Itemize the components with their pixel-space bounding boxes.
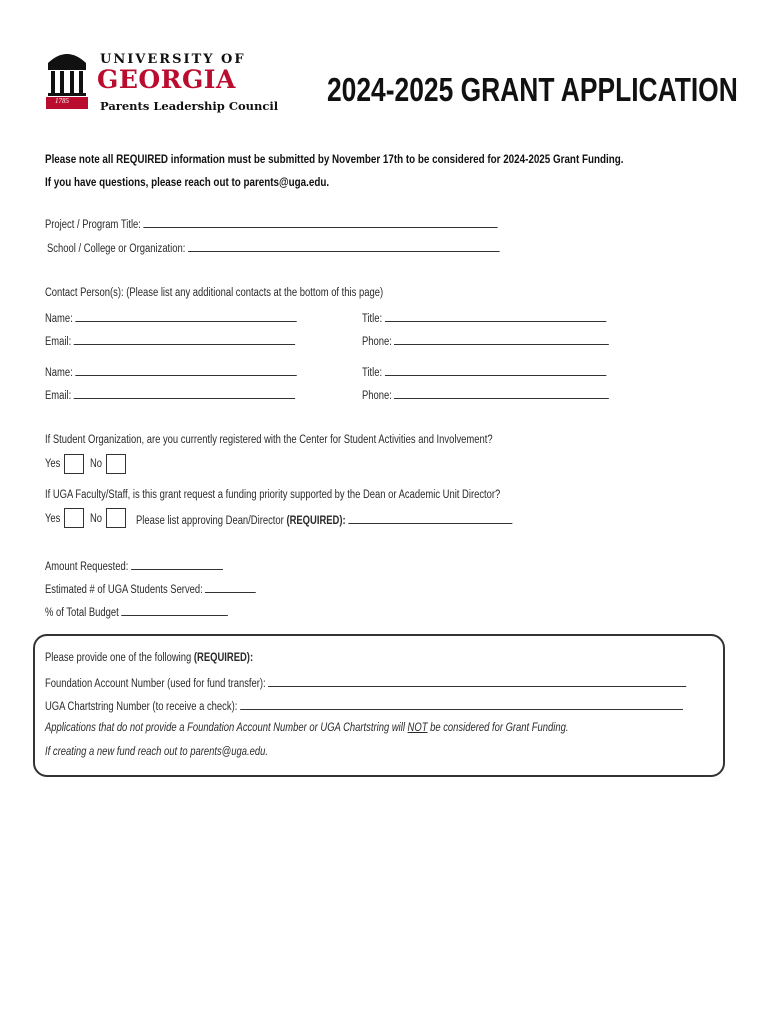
contact1-email: Email:	[45, 334, 295, 348]
faculty-question: If UGA Faculty/Staff, is this grant request a funding priority supported by the Dean or Academic Unit Director?	[45, 489, 501, 501]
chartstring-input[interactable]	[240, 699, 683, 710]
school-input[interactable]	[188, 241, 500, 252]
contact2-phone-input[interactable]	[394, 388, 609, 399]
faculty-yes-checkbox[interactable]	[64, 508, 84, 528]
contact2-title: Title:	[362, 365, 606, 379]
chartstring-label: UGA Chartstring Number (to receive a check):	[45, 699, 683, 713]
contact2-phone: Phone:	[362, 388, 609, 402]
intro-line-1: Please note all REQUIRED information must be submitted by November 17th to be considered for 2024-2025 Grant Funding.	[45, 152, 624, 166]
student-org-no-label: No	[90, 458, 103, 470]
contact1-phone: Phone:	[362, 334, 609, 348]
total-budget-input[interactable]	[121, 605, 228, 616]
intro-line-2: If you have questions, please reach out to parents@uga.edu.	[45, 175, 330, 189]
total-budget-label: % of Total Budget	[45, 605, 228, 619]
approving-dean-label: Please list approving Dean/Director (REQUIRED):	[136, 513, 512, 527]
project-title-label: Project / Program Title:	[45, 217, 498, 231]
student-org-yes-checkbox[interactable]	[64, 454, 84, 474]
school-label: School / College or Organization:	[47, 241, 499, 255]
amount-requested-input[interactable]	[131, 559, 223, 570]
contact1-email-input[interactable]	[74, 334, 295, 345]
student-org-question: If Student Organization, are you currently registered with the Center for Student Activities and Involvement?	[45, 434, 493, 446]
contact2-email-input[interactable]	[74, 388, 295, 399]
faculty-no-checkbox[interactable]	[106, 508, 126, 528]
amount-requested-label: Amount Requested:	[45, 559, 223, 573]
contact1-name-input[interactable]	[75, 311, 296, 322]
contact2-name-input[interactable]	[75, 365, 296, 376]
students-served-input[interactable]	[205, 582, 256, 593]
box-note: Applications that do not provide a Foundation Account Number or UGA Chartstring will NOT be considered for Grant Funding.	[45, 722, 569, 734]
faculty-no-label: No	[90, 513, 103, 525]
contact1-title: Title:	[362, 311, 606, 325]
new-fund-note: If creating a new fund reach out to parents@uga.edu.	[45, 746, 268, 758]
student-org-no-checkbox[interactable]	[106, 454, 126, 474]
logo-year: 1785	[55, 97, 69, 105]
contact1-title-input[interactable]	[385, 311, 606, 322]
logo-university-of: UNIVERSITY OF	[100, 52, 246, 67]
contact1-name: Name:	[45, 311, 297, 325]
contact2-email: Email:	[45, 388, 295, 402]
students-served-label: Estimated # of UGA Students Served:	[45, 582, 256, 596]
contact2-name: Name:	[45, 365, 297, 379]
foundation-account-label: Foundation Account Number (used for fund transfer):	[45, 676, 686, 690]
contact2-title-input[interactable]	[385, 365, 606, 376]
student-org-yes-label: Yes	[45, 458, 61, 470]
logo-council: Parents Leadership Council	[100, 99, 279, 113]
contact1-phone-input[interactable]	[394, 334, 609, 345]
logo-georgia: GEORGIA	[97, 65, 236, 94]
faculty-yes-label: Yes	[45, 513, 61, 525]
foundation-account-input[interactable]	[268, 676, 686, 687]
page-title: 2024-2025 GRANT APPLICATION	[327, 71, 738, 108]
approving-dean-input[interactable]	[348, 513, 512, 524]
box-heading: Please provide one of the following (REQUIRED):	[45, 652, 254, 664]
contact-heading: Contact Person(s): (Please list any additional contacts at the bottom of this page)	[45, 287, 384, 299]
project-title-input[interactable]	[143, 217, 497, 228]
